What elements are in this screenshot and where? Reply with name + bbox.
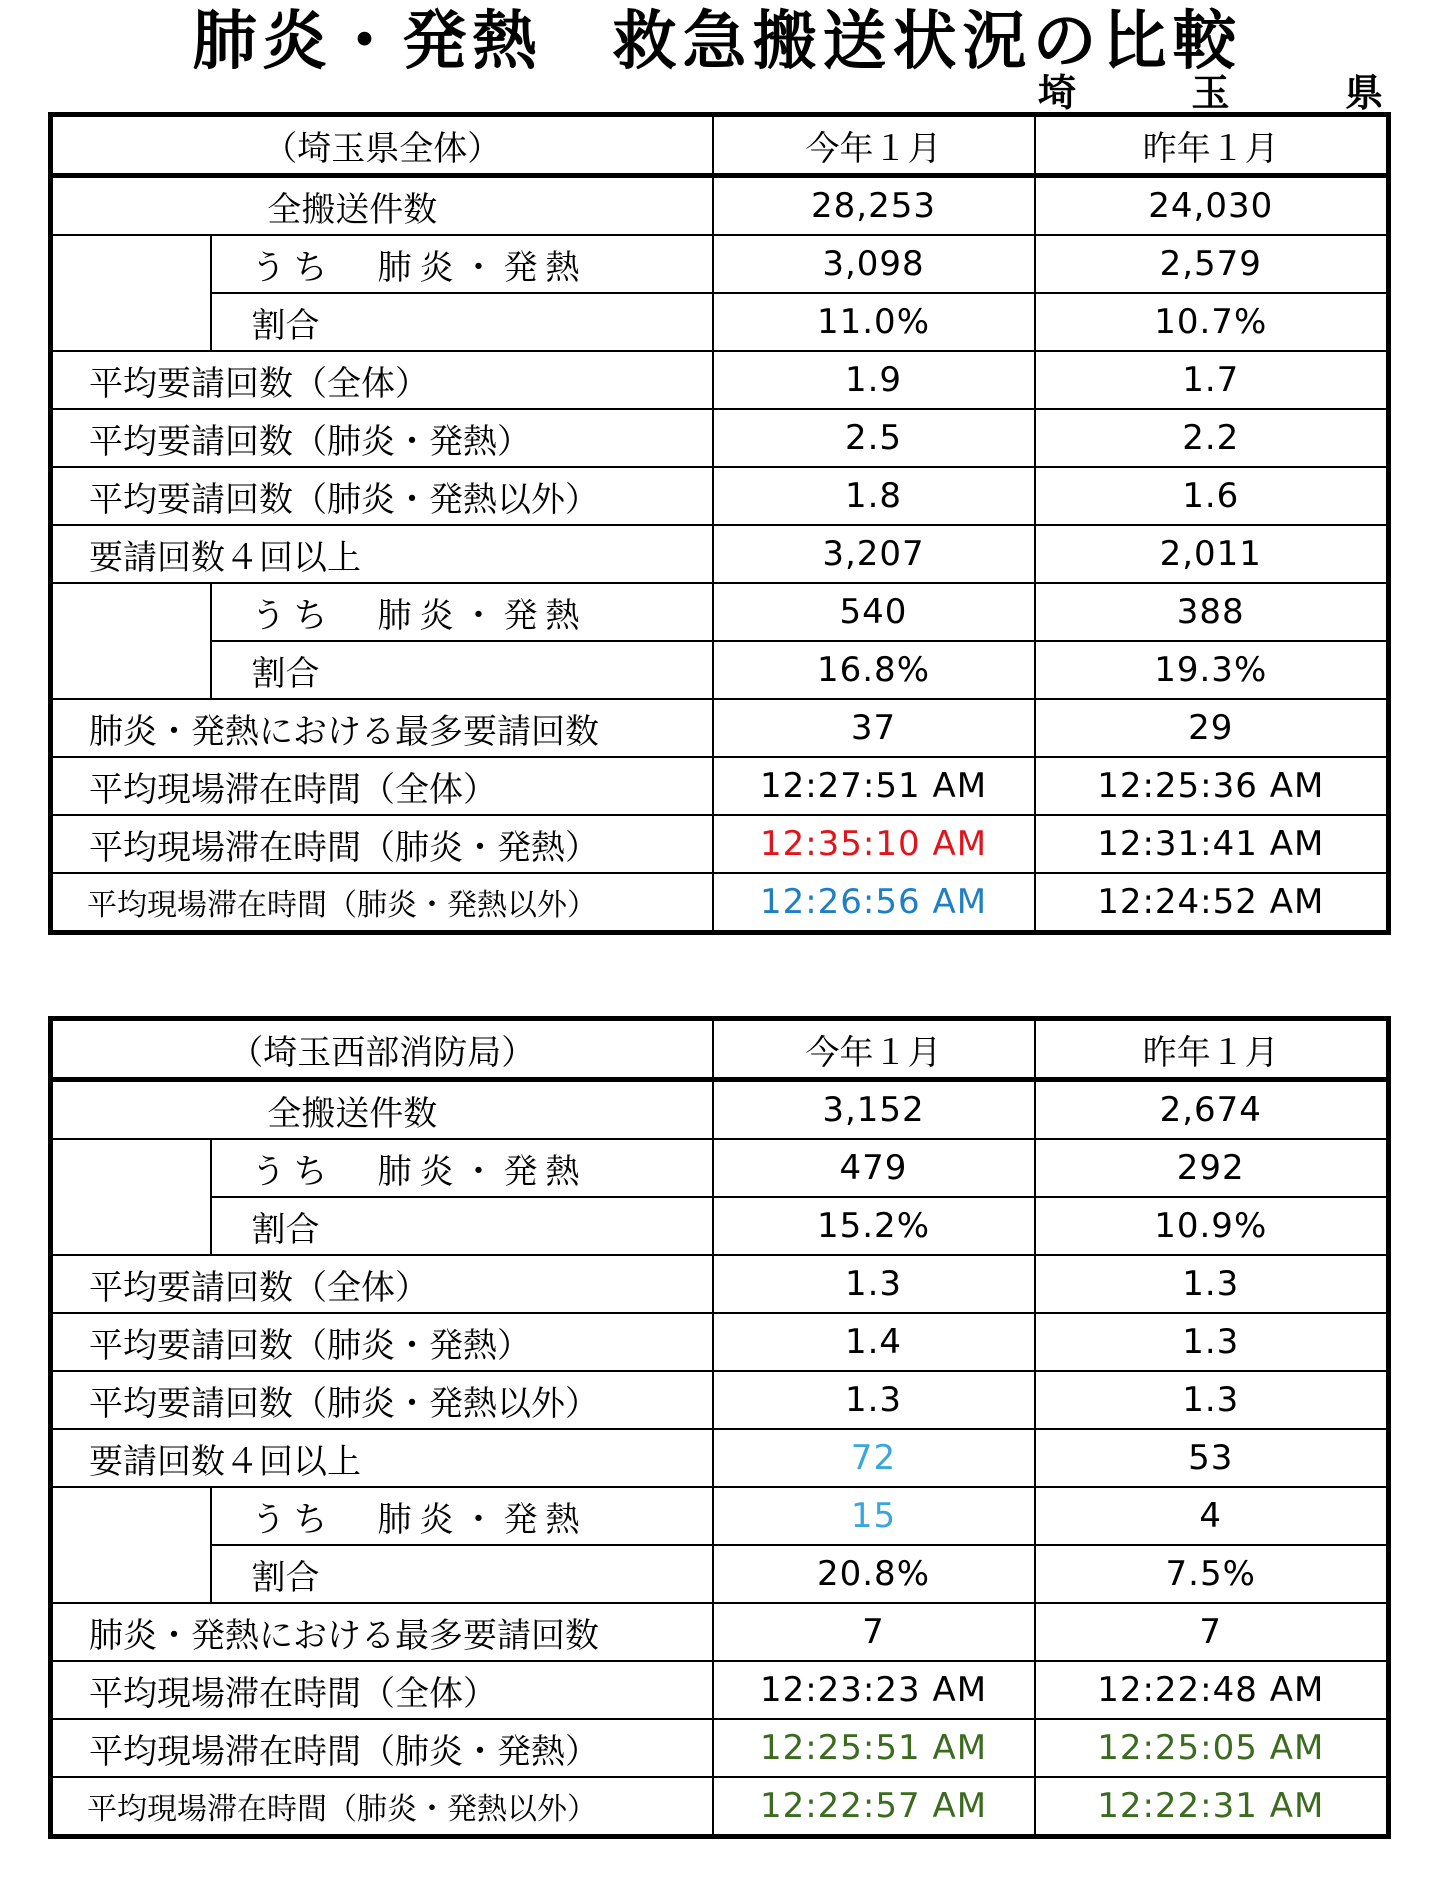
table-row: [51, 409, 1389, 467]
this-year-header: 今年１月: [713, 1019, 1035, 1080]
table-row: [51, 1719, 1389, 1777]
table-row: [51, 1487, 1389, 1545]
table-row: [51, 467, 1389, 525]
indent-spacer: [51, 1487, 211, 1603]
row-label: うち 肺炎・発熱: [211, 1139, 713, 1197]
region-header: （埼玉県全体）: [51, 115, 713, 176]
this-year-value: 1.4: [713, 1313, 1035, 1371]
last-year-value: 1.3: [1035, 1255, 1389, 1313]
this-year-value: 15: [713, 1487, 1035, 1545]
this-year-value: 12:27:51 AM: [713, 757, 1035, 815]
row-label: 平均要請回数（肺炎・発熱）: [51, 409, 713, 467]
row-label: 平均要請回数（肺炎・発熱）: [51, 1313, 713, 1371]
row-label: 平均現場滞在時間（全体）: [51, 757, 713, 815]
table-row: [51, 1371, 1389, 1429]
last-year-value: 4: [1035, 1487, 1389, 1545]
row-label: 平均要請回数（肺炎・発熱以外）: [51, 1371, 713, 1429]
last-year-value: 2.2: [1035, 409, 1389, 467]
this-year-value: 12:35:10 AM: [713, 815, 1035, 873]
row-label: うち 肺炎・発熱: [211, 235, 713, 293]
row-label: 平均現場滞在時間（肺炎・発熱以外）: [51, 873, 713, 933]
this-year-value: 3,152: [713, 1080, 1035, 1140]
row-label: 平均要請回数（全体）: [51, 351, 713, 409]
this-year-value: 72: [713, 1429, 1035, 1487]
prefecture-char: 埼: [1038, 71, 1077, 115]
this-year-value: 16.8%: [713, 641, 1035, 699]
row-label: 肺炎・発熱における最多要請回数: [51, 1603, 713, 1661]
last-year-value: 12:22:31 AM: [1035, 1777, 1389, 1837]
this-year-value: 7: [713, 1603, 1035, 1661]
last-year-value: 12:25:36 AM: [1035, 757, 1389, 815]
last-year-value: 12:24:52 AM: [1035, 873, 1389, 933]
prefecture-char: 県: [1344, 71, 1383, 115]
table-row: [51, 873, 1389, 933]
last-year-value: 2,579: [1035, 235, 1389, 293]
row-label: 割合: [211, 293, 713, 351]
prefecture-char: 玉: [1191, 71, 1230, 115]
table-row: [51, 641, 1389, 699]
last-year-value: 19.3%: [1035, 641, 1389, 699]
this-year-value: 15.2%: [713, 1197, 1035, 1255]
table-row: [51, 1661, 1389, 1719]
last-year-value: 10.9%: [1035, 1197, 1389, 1255]
this-year-value: 1.9: [713, 351, 1035, 409]
this-year-value: 12:23:23 AM: [713, 1661, 1035, 1719]
last-year-header: 昨年１月: [1035, 115, 1389, 176]
this-year-value: 28,253: [713, 176, 1035, 236]
table-row: [51, 1197, 1389, 1255]
row-label: 割合: [211, 1197, 713, 1255]
last-year-value: 1.6: [1035, 467, 1389, 525]
row-label: 割合: [211, 641, 713, 699]
indent-spacer: [51, 583, 211, 699]
table-row: [51, 583, 1389, 641]
this-year-value: 1.8: [713, 467, 1035, 525]
indent-spacer: [51, 235, 211, 351]
this-year-value: 37: [713, 699, 1035, 757]
last-year-value: 7: [1035, 1603, 1389, 1661]
last-year-value: 2,674: [1035, 1080, 1389, 1140]
table-row: [51, 757, 1389, 815]
this-year-value: 3,098: [713, 235, 1035, 293]
prefecture-label: [1038, 70, 1383, 116]
row-label: 平均現場滞在時間（全体）: [51, 1661, 713, 1719]
last-year-value: 10.7%: [1035, 293, 1389, 351]
this-year-value: 540: [713, 583, 1035, 641]
table-row: [51, 1080, 1389, 1140]
this-year-value: 1.3: [713, 1371, 1035, 1429]
table-row: [51, 1429, 1389, 1487]
table-header-row: [51, 115, 1389, 176]
table-row: [51, 1313, 1389, 1371]
this-year-value: 12:22:57 AM: [713, 1777, 1035, 1837]
this-year-value: 11.0%: [713, 293, 1035, 351]
table-row: [51, 293, 1389, 351]
last-year-value: 12:25:05 AM: [1035, 1719, 1389, 1777]
table-row: [51, 351, 1389, 409]
row-label: 割合: [211, 1545, 713, 1603]
row-label: 平均現場滞在時間（肺炎・発熱以外）: [51, 1777, 713, 1837]
last-year-value: 24,030: [1035, 176, 1389, 236]
this-year-value: 20.8%: [713, 1545, 1035, 1603]
this-year-header: 今年１月: [713, 115, 1035, 176]
saitama-prefecture-table: [48, 112, 1391, 935]
this-year-value: 2.5: [713, 409, 1035, 467]
row-label: 要請回数４回以上: [51, 1429, 713, 1487]
table-row: [51, 1603, 1389, 1661]
table-row: [51, 1545, 1389, 1603]
table-row: [51, 235, 1389, 293]
table-row: [51, 699, 1389, 757]
row-label: うち 肺炎・発熱: [211, 1487, 713, 1545]
row-label: 要請回数４回以上: [51, 525, 713, 583]
row-label: 肺炎・発熱における最多要請回数: [51, 699, 713, 757]
page-title: 肺炎・発熱 救急搬送状況の比較: [192, 5, 1243, 79]
this-year-value: 12:25:51 AM: [713, 1719, 1035, 1777]
this-year-value: 3,207: [713, 525, 1035, 583]
row-label: うち 肺炎・発熱: [211, 583, 713, 641]
last-year-value: 29: [1035, 699, 1389, 757]
row-label: 平均現場滞在時間（肺炎・発熱）: [51, 815, 713, 873]
region-header: （埼玉西部消防局）: [51, 1019, 713, 1080]
table-row: [51, 1139, 1389, 1197]
last-year-value: 12:31:41 AM: [1035, 815, 1389, 873]
last-year-value: 292: [1035, 1139, 1389, 1197]
last-year-value: 12:22:48 AM: [1035, 1661, 1389, 1719]
row-label: 全搬送件数: [51, 176, 713, 236]
indent-spacer: [51, 1139, 211, 1255]
last-year-value: 388: [1035, 583, 1389, 641]
last-year-value: 2,011: [1035, 525, 1389, 583]
table-row: [51, 1255, 1389, 1313]
last-year-value: 7.5%: [1035, 1545, 1389, 1603]
row-label: 全搬送件数: [51, 1080, 713, 1140]
table-row: [51, 176, 1389, 236]
this-year-value: 1.3: [713, 1255, 1035, 1313]
table-row: [51, 1777, 1389, 1837]
table-row: [51, 525, 1389, 583]
this-year-value: 12:26:56 AM: [713, 873, 1035, 933]
table-row: [51, 815, 1389, 873]
last-year-value: 1.7: [1035, 351, 1389, 409]
row-label: 平均要請回数（肺炎・発熱以外）: [51, 467, 713, 525]
last-year-value: 1.3: [1035, 1371, 1389, 1429]
this-year-value: 479: [713, 1139, 1035, 1197]
last-year-header: 昨年１月: [1035, 1019, 1389, 1080]
row-label: 平均現場滞在時間（肺炎・発熱）: [51, 1719, 713, 1777]
row-label: 平均要請回数（全体）: [51, 1255, 713, 1313]
last-year-value: 53: [1035, 1429, 1389, 1487]
saitama-west-fire-table: [48, 1016, 1391, 1839]
table-header-row: [51, 1019, 1389, 1080]
last-year-value: 1.3: [1035, 1313, 1389, 1371]
